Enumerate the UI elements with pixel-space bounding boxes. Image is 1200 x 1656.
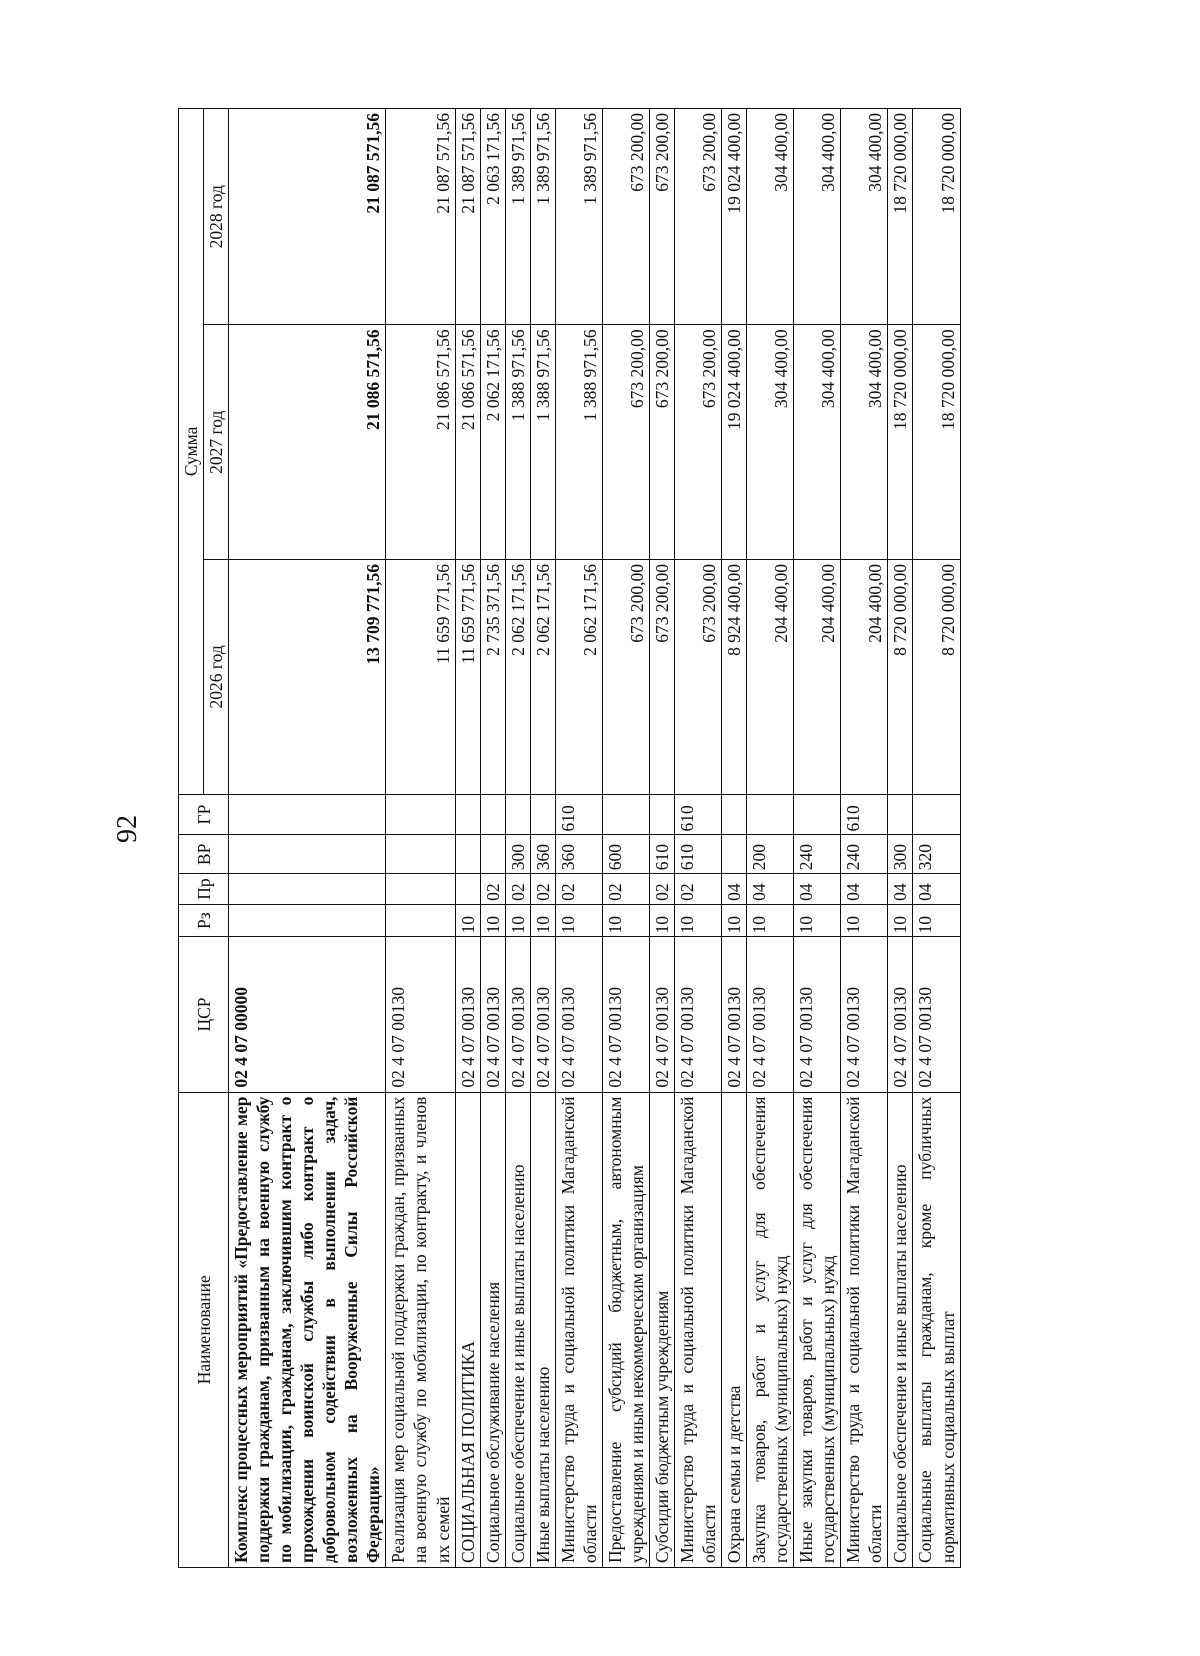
cell-2026: 11 659 771,56 — [386, 560, 455, 795]
cell-pr: 02 — [530, 874, 555, 905]
cell-2028: 21 087 571,56 — [229, 109, 386, 325]
cell-name: Предоставление субсидий бюджетным, автономным учреждениям и иным некоммерческим организациям — [602, 1092, 649, 1567]
cell-pr: 02 — [555, 874, 602, 905]
cell-name: Социальные выплаты гражданам, кроме публичных нормативных социальных выплат — [913, 1092, 960, 1567]
cell-gr — [888, 794, 913, 835]
table-row — [649, 109, 674, 1568]
cell-gr — [505, 794, 530, 835]
cell-vr: 610 — [649, 835, 674, 874]
cell-rz: 10 — [455, 904, 480, 937]
header-2028: 2028 год — [204, 109, 229, 325]
cell-2028: 673 200,00 — [602, 109, 649, 325]
table-row — [674, 109, 721, 1568]
cell-gr — [722, 794, 747, 835]
cell-name: Субсидии бюджетным учреждениям — [649, 1092, 674, 1567]
cell-pr — [386, 874, 455, 905]
cell-vr — [455, 835, 480, 874]
header-rz: Рз — [179, 904, 229, 937]
cell-2028: 19 024 400,00 — [722, 109, 747, 325]
cell-name: Министерство труда и социальной политики Магаданской области — [555, 1092, 602, 1567]
cell-gr — [455, 794, 480, 835]
table-body — [229, 109, 960, 1568]
cell-2028: 1 389 971,56 — [530, 109, 555, 325]
cell-rz: 10 — [505, 904, 530, 937]
cell-vr: 240 — [841, 835, 888, 874]
cell-2028: 304 400,00 — [841, 109, 888, 325]
header-name: Наименование — [179, 1092, 229, 1567]
cell-vr: 300 — [505, 835, 530, 874]
cell-2027: 1 388 971,56 — [555, 325, 602, 560]
cell-name: Закупка товаров, работ и услуг для обеспечения государственных (муниципальных) нужд — [747, 1092, 794, 1567]
cell-csr: 02 4 07 00130 — [530, 937, 555, 1092]
cell-2026: 204 400,00 — [747, 560, 794, 795]
cell-2027: 21 086 571,56 — [229, 325, 386, 560]
cell-csr: 02 4 07 00130 — [455, 937, 480, 1092]
cell-pr: 04 — [722, 874, 747, 905]
table-row — [480, 109, 505, 1568]
cell-2027: 21 086 571,56 — [455, 325, 480, 560]
cell-rz: 10 — [480, 904, 505, 937]
cell-2028: 2 063 171,56 — [480, 109, 505, 325]
cell-rz: 10 — [674, 904, 721, 937]
page-number: 92 — [112, 815, 143, 843]
cell-vr: 360 — [555, 835, 602, 874]
cell-gr: 610 — [674, 794, 721, 835]
cell-2026: 8 924 400,00 — [722, 560, 747, 795]
cell-pr: 02 — [674, 874, 721, 905]
cell-pr: 04 — [747, 874, 794, 905]
cell-vr — [722, 835, 747, 874]
header-vr: ВР — [179, 835, 229, 874]
cell-pr: 04 — [841, 874, 888, 905]
cell-csr: 02 4 07 00130 — [888, 937, 913, 1092]
cell-csr: 02 4 07 00130 — [480, 937, 505, 1092]
cell-2027: 673 200,00 — [674, 325, 721, 560]
cell-csr: 02 4 07 00130 — [505, 937, 530, 1092]
cell-name: СОЦИАЛЬНАЯ ПОЛИТИКА — [455, 1092, 480, 1567]
table-header — [179, 109, 229, 1568]
cell-2027: 1 388 971,56 — [530, 325, 555, 560]
cell-2028: 1 389 971,56 — [555, 109, 602, 325]
cell-2026: 2 062 171,56 — [505, 560, 530, 795]
cell-pr — [229, 874, 386, 905]
cell-rz: 10 — [649, 904, 674, 937]
cell-2027: 19 024 400,00 — [722, 325, 747, 560]
cell-2027: 673 200,00 — [649, 325, 674, 560]
rotated-page-content — [178, 108, 1068, 1568]
table-row — [722, 109, 747, 1568]
cell-2027: 304 400,00 — [794, 325, 841, 560]
cell-name: Социальное обеспечение и иные выплаты населению — [505, 1092, 530, 1567]
cell-gr — [649, 794, 674, 835]
cell-2028: 18 720 000,00 — [888, 109, 913, 325]
cell-pr: 04 — [794, 874, 841, 905]
cell-name: Комплекс процессных мероприятий «Предоставление мер поддержки гражданам, призванным на военную службу по мобилизации, гражданам, заключившим контракт о прохождении воинской службы либо контракт о добровольном содействии в выполнении задач, возложенных на Вооруженные Силы Российской Федерации» — [229, 1092, 386, 1567]
cell-2028: 21 087 571,56 — [386, 109, 455, 325]
cell-2026: 13 709 771,56 — [229, 560, 386, 795]
cell-gr — [480, 794, 505, 835]
cell-csr: 02 4 07 00130 — [747, 937, 794, 1092]
cell-rz: 10 — [555, 904, 602, 937]
cell-rz: 10 — [913, 904, 960, 937]
cell-vr: 240 — [794, 835, 841, 874]
cell-csr: 02 4 07 00000 — [229, 937, 386, 1092]
table-row — [913, 109, 960, 1568]
header-2027: 2027 год — [204, 325, 229, 560]
cell-vr: 320 — [913, 835, 960, 874]
cell-2028: 304 400,00 — [794, 109, 841, 325]
cell-rz: 10 — [794, 904, 841, 937]
header-2026: 2026 год — [204, 560, 229, 795]
cell-name: Реализация мер социальной поддержки граждан, призванных на военную службу по мобилизации, по контракту, и членов их семей — [386, 1092, 455, 1567]
cell-pr: 02 — [602, 874, 649, 905]
cell-2026: 11 659 771,56 — [455, 560, 480, 795]
cell-rz — [229, 904, 386, 937]
cell-vr: 300 — [888, 835, 913, 874]
cell-gr — [747, 794, 794, 835]
cell-vr: 360 — [530, 835, 555, 874]
table-row — [888, 109, 913, 1568]
cell-vr — [386, 835, 455, 874]
cell-gr — [794, 794, 841, 835]
cell-2026: 2 735 371,56 — [480, 560, 505, 795]
cell-rz: 10 — [841, 904, 888, 937]
cell-vr: 610 — [674, 835, 721, 874]
cell-2028: 1 389 971,56 — [505, 109, 530, 325]
table-row — [229, 109, 386, 1568]
header-gr: ГР — [179, 794, 229, 835]
cell-name: Иные закупки товаров, работ и услуг для обеспечения государственных (муниципальных) нужд — [794, 1092, 841, 1567]
cell-2026: 204 400,00 — [794, 560, 841, 795]
cell-rz: 10 — [722, 904, 747, 937]
cell-rz: 10 — [888, 904, 913, 937]
table-row — [794, 109, 841, 1568]
cell-2027: 18 720 000,00 — [888, 325, 913, 560]
cell-2026: 8 720 000,00 — [888, 560, 913, 795]
cell-2027: 304 400,00 — [841, 325, 888, 560]
table-row — [602, 109, 649, 1568]
cell-pr: 04 — [913, 874, 960, 905]
cell-2028: 18 720 000,00 — [913, 109, 960, 325]
cell-gr — [913, 794, 960, 835]
header-csr: ЦСР — [179, 937, 229, 1092]
table-row — [530, 109, 555, 1568]
cell-name: Охрана семьи и детства — [722, 1092, 747, 1567]
budget-table — [178, 108, 961, 1568]
cell-2027: 18 720 000,00 — [913, 325, 960, 560]
cell-gr — [602, 794, 649, 835]
cell-vr — [229, 835, 386, 874]
cell-name: Министерство труда и социальной политики Магаданской области — [674, 1092, 721, 1567]
cell-gr — [386, 794, 455, 835]
cell-csr: 02 4 07 00130 — [649, 937, 674, 1092]
cell-gr: 610 — [555, 794, 602, 835]
cell-rz: 10 — [602, 904, 649, 937]
cell-2028: 673 200,00 — [674, 109, 721, 325]
cell-csr: 02 4 07 00130 — [555, 937, 602, 1092]
cell-2026: 2 062 171,56 — [530, 560, 555, 795]
cell-2028: 304 400,00 — [747, 109, 794, 325]
cell-vr — [480, 835, 505, 874]
header-sum: Сумма — [179, 109, 204, 795]
cell-2028: 21 087 571,56 — [455, 109, 480, 325]
table-row — [747, 109, 794, 1568]
cell-gr — [229, 794, 386, 835]
cell-2027: 2 062 171,56 — [480, 325, 505, 560]
cell-2026: 673 200,00 — [649, 560, 674, 795]
cell-csr: 02 4 07 00130 — [722, 937, 747, 1092]
cell-name: Иные выплаты населению — [530, 1092, 555, 1567]
cell-name: Социальное обслуживание населения — [480, 1092, 505, 1567]
header-pr: Пр — [179, 874, 229, 905]
cell-2027: 304 400,00 — [747, 325, 794, 560]
cell-pr — [455, 874, 480, 905]
cell-2026: 673 200,00 — [674, 560, 721, 795]
table-row — [386, 109, 455, 1568]
cell-pr: 04 — [888, 874, 913, 905]
table-row — [455, 109, 480, 1568]
cell-rz — [386, 904, 455, 937]
cell-vr: 200 — [747, 835, 794, 874]
cell-gr — [530, 794, 555, 835]
cell-2026: 2 062 171,56 — [555, 560, 602, 795]
cell-2026: 204 400,00 — [841, 560, 888, 795]
cell-vr: 600 — [602, 835, 649, 874]
cell-2027: 21 086 571,56 — [386, 325, 455, 560]
cell-pr: 02 — [505, 874, 530, 905]
cell-rz: 10 — [530, 904, 555, 937]
cell-name: Министерство труда и социальной политики Магаданской области — [841, 1092, 888, 1567]
table-row — [555, 109, 602, 1568]
cell-csr: 02 4 07 00130 — [841, 937, 888, 1092]
cell-2026: 8 720 000,00 — [913, 560, 960, 795]
table-row — [841, 109, 888, 1568]
cell-csr: 02 4 07 00130 — [794, 937, 841, 1092]
cell-2027: 1 388 971,56 — [505, 325, 530, 560]
table-row — [505, 109, 530, 1568]
cell-pr: 02 — [649, 874, 674, 905]
header-row — [179, 109, 204, 1568]
cell-2028: 673 200,00 — [649, 109, 674, 325]
cell-2026: 673 200,00 — [602, 560, 649, 795]
cell-pr: 02 — [480, 874, 505, 905]
cell-2027: 673 200,00 — [602, 325, 649, 560]
cell-csr: 02 4 07 00130 — [913, 937, 960, 1092]
cell-name: Социальное обеспечение и иные выплаты населению — [888, 1092, 913, 1567]
cell-csr: 02 4 07 00130 — [674, 937, 721, 1092]
cell-rz: 10 — [747, 904, 794, 937]
cell-gr: 610 — [841, 794, 888, 835]
cell-csr: 02 4 07 00130 — [602, 937, 649, 1092]
cell-csr: 02 4 07 00130 — [386, 937, 455, 1092]
